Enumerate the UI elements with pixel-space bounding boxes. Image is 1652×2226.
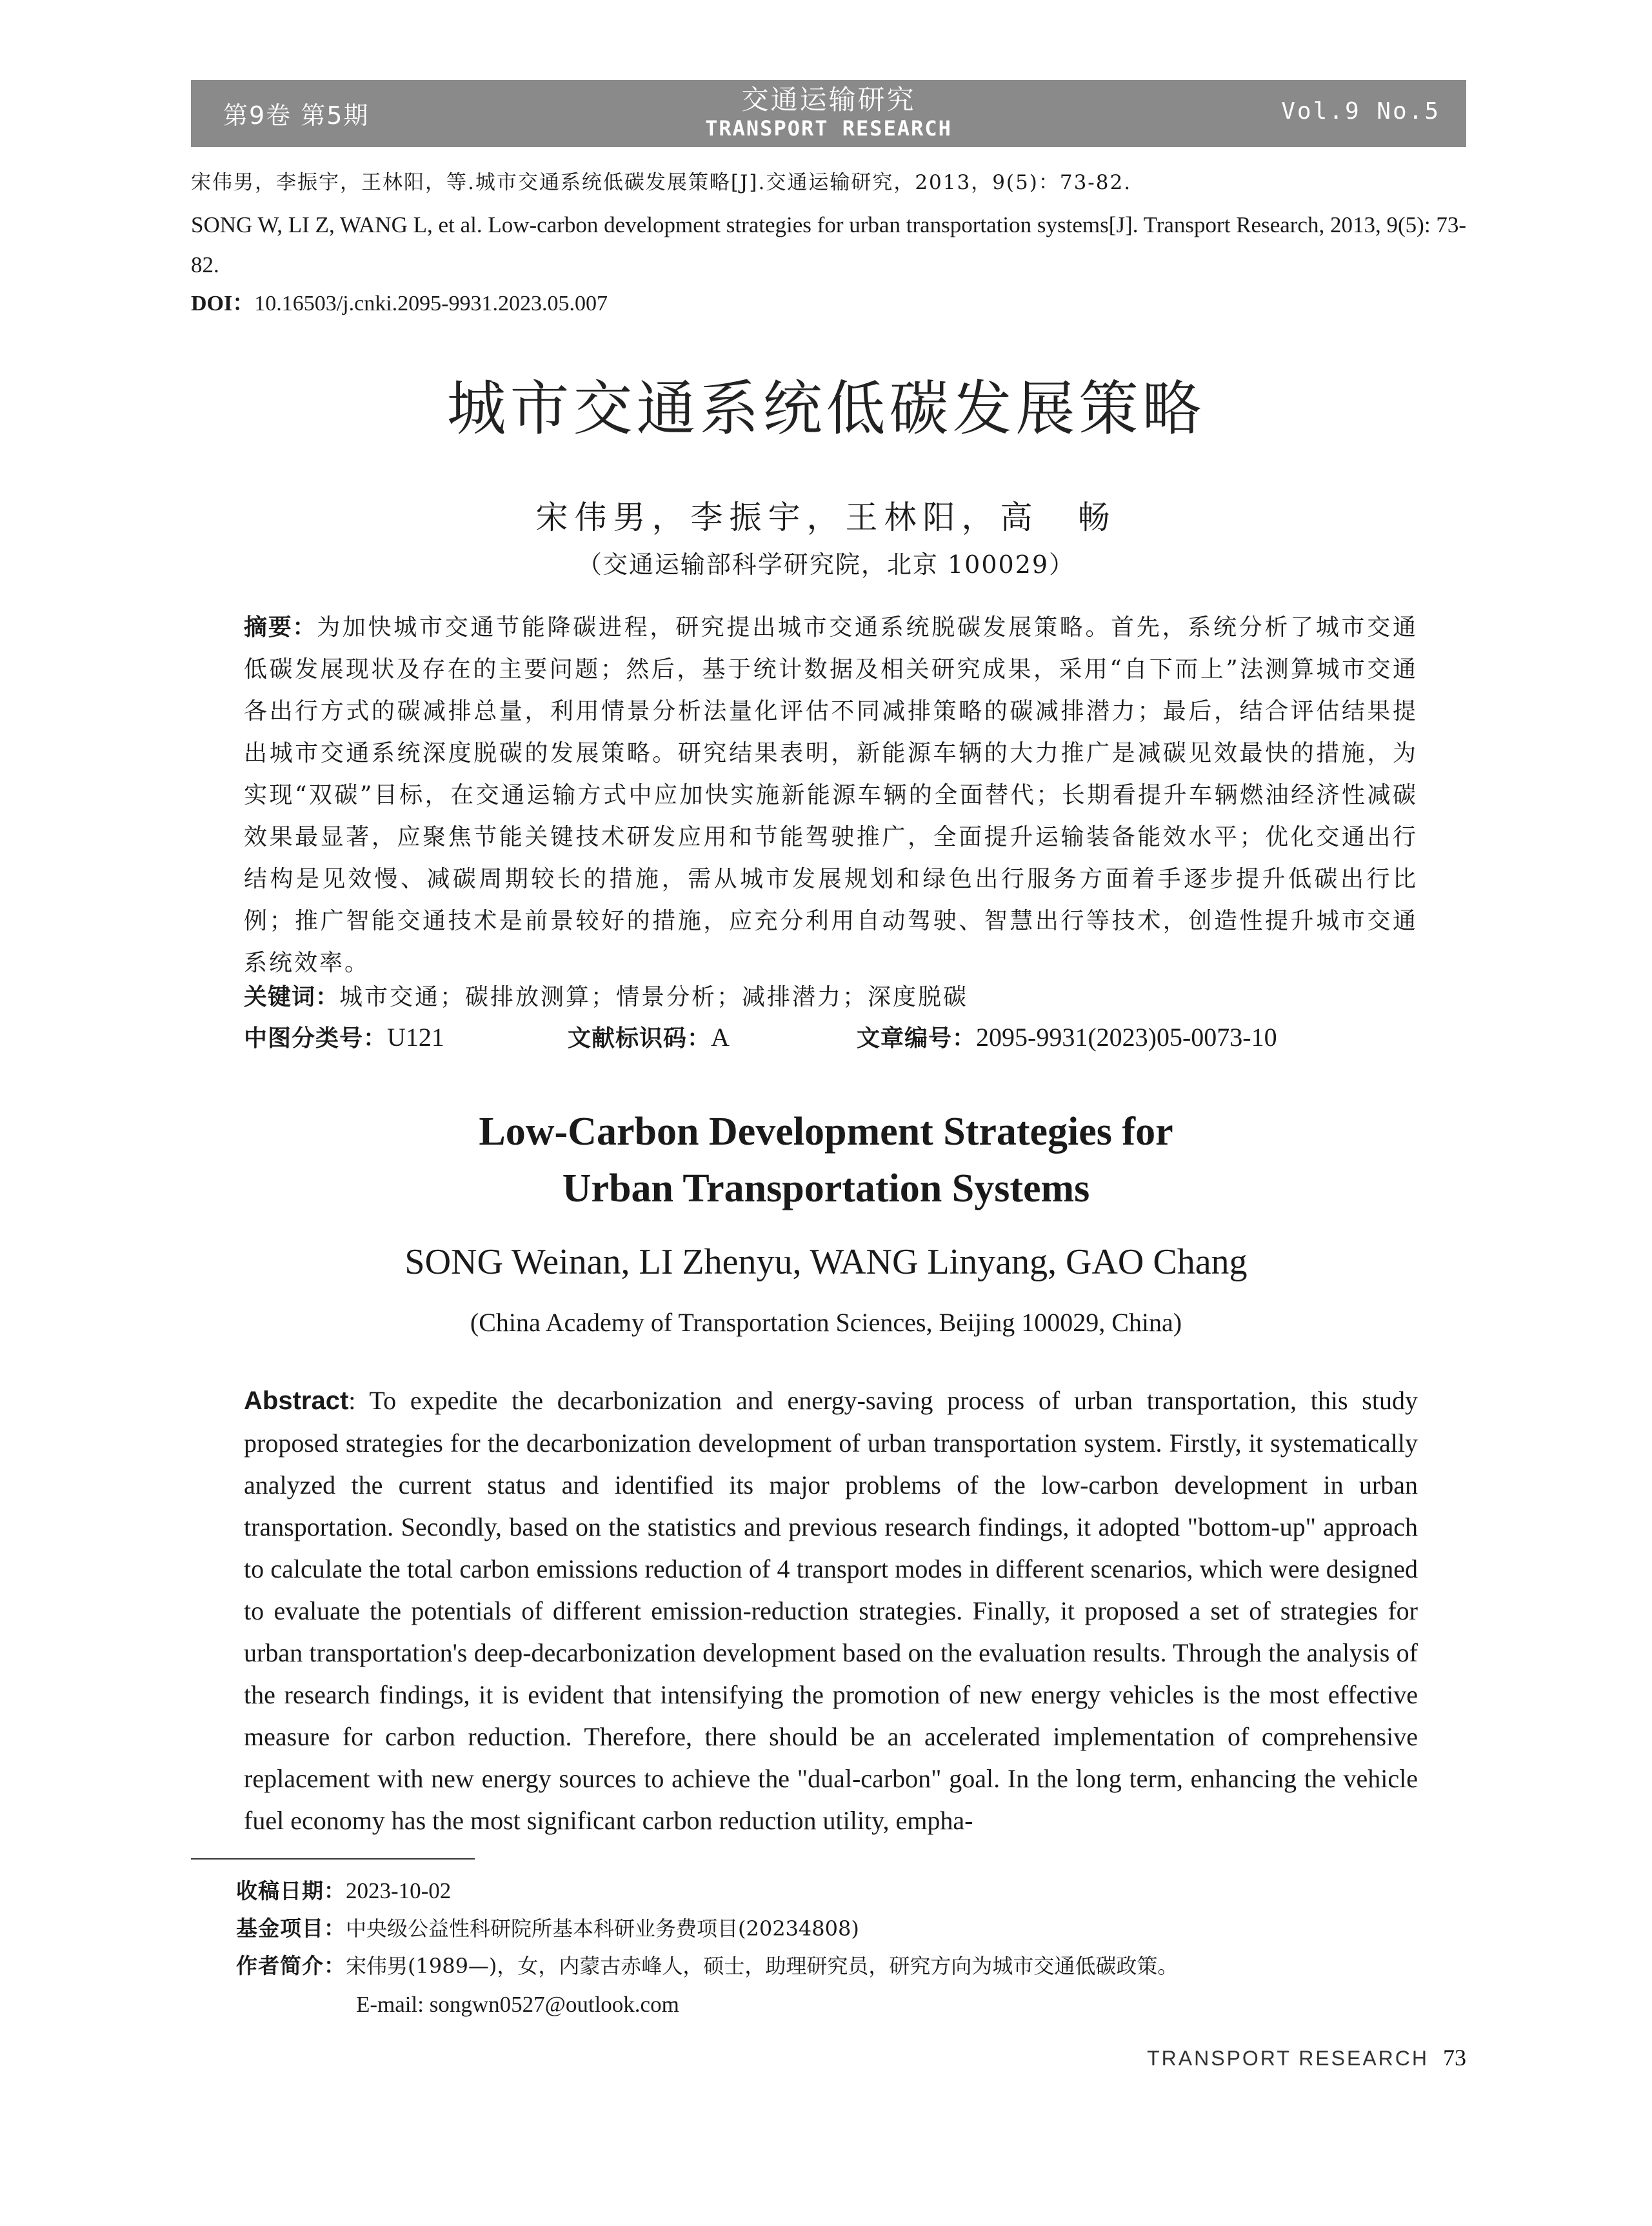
title-en-line1: Low-Carbon Development Strategies for [479, 1110, 1173, 1154]
page-title-cn: 城市交通系统低碳发展策略 [446, 374, 1206, 443]
keywords-cn-text: 城市交通；碳排放测算；情景分析；减排潜力；深度脱碳 [339, 984, 969, 1010]
footnote-author-bio [236, 1949, 1462, 1983]
journal-name [191, 84, 1466, 141]
clc-label: 中图分类号： [244, 1025, 388, 1052]
citation-en: SONG W, LI Z, WANG L, et al. Low-carbon development strategies for urban transportation systems[J]. Transport Research, 2013, 9(5): 73-82. [191, 212, 1466, 277]
affiliation-cn: （交通运输部科学研究院，北京 100029） [577, 550, 1075, 579]
bio-label: 作者简介： [236, 1953, 346, 1978]
title-en-line2: Urban Transportation Systems [562, 1167, 1090, 1210]
issue-en: Vol.9 No.5 [1281, 98, 1440, 125]
abstract-cn-label: 摘要： [244, 614, 317, 641]
footnote-fund [236, 1911, 1462, 1946]
affiliation-en: (China Academy of Transportation Sciences, Beijing 100029, China) [470, 1308, 1182, 1337]
footnote-divider [191, 1858, 475, 1860]
clc-code [244, 1018, 444, 1058]
fund-value: 中央级公益性科研院所基本科研业务费项目(20234808) [346, 1916, 859, 1941]
bio-value: 宋伟男(1989—)，女，内蒙古赤峰人，硕士，助理研究员，研究方向为城市交通低碳政策。 [346, 1954, 1179, 1978]
received-value: 2023-10-02 [346, 1878, 452, 1903]
doc-code [568, 1018, 730, 1058]
issue-cn: 第9卷 第5期 [223, 101, 370, 130]
footer-journal: TRANSPORT RESEARCH [1147, 2047, 1429, 2070]
fund-label: 基金项目： [236, 1916, 346, 1941]
art-label: 文章编号： [857, 1025, 977, 1052]
doi [191, 285, 608, 317]
page-number: 73 [1443, 2045, 1466, 2071]
doi-label: DOI： [191, 292, 255, 316]
email-link[interactable]: E-mail: songwn0527@outlook.com [356, 1992, 679, 2017]
abstract-cn [244, 607, 1418, 984]
art-value: 2095-9931(2023)05-0073-10 [976, 1023, 1277, 1052]
authors-en: SONG Weinan, LI Zhenyu, WANG Linyang, GAO Chang [404, 1242, 1248, 1282]
page-footer [1147, 2044, 1466, 2071]
citation-cn: 宋伟男，李振宇，王林阳，等.城市交通系统低碳发展策略[J].交通运输研究，2013，9(5)：73-82. [191, 171, 1132, 194]
clc-value: U121 [387, 1023, 444, 1052]
footnote-email [356, 1987, 1582, 2022]
doc-value: A [711, 1023, 730, 1052]
footnote-received [236, 1874, 1462, 1909]
doi-value[interactable]: 10.16503/j.cnki.2095-9931.2023.05.007 [254, 292, 608, 316]
abstract-en [244, 1379, 1418, 1841]
article-number [857, 1018, 1277, 1058]
received-label: 收稿日期： [236, 1878, 346, 1903]
running-header [191, 80, 1466, 147]
authors-cn: 宋伟男，李振宇，王林阳，高 畅 [535, 499, 1117, 536]
abstract-en-text: : To expedite the decarbonization and energy-saving process of urban transportation, this study proposed strategies for the decarbonization development of urban transportation system. Firstly, it systematically analyzed the current status and identified its major problems of the low-carbon development in urban transportation. Secondly, based on the statistics and previous research findings, it adopted "bottom-up" approach to calculate the total carbon emissions reduction of 4 transport modes in different scenarios, which were designed to evaluate the potentials of different emission-reduction strategies. Finally, it proposed a set of strategies for urban transportation's deep-decarbonization development based on the evaluation results. Through the analysis of the research findings, it is evident that intensifying the promotion of new energy vehicles is the most effective measure for carbon reduction. Therefore, there should be an accelerated implementation of comprehensive replacement with new energy sources to achieve the "dual-carbon" goal. In the long term, enhancing the vehicle fuel economy has the most significant carbon reduction utility, empha- [244, 1386, 1418, 1835]
journal-name-cn: 交通运输研究 [741, 84, 916, 115]
journal-name-en: TRANSPORT RESEARCH [705, 116, 952, 141]
keywords-cn-label: 关键词： [244, 984, 340, 1010]
doc-label: 文献标识码： [568, 1025, 712, 1052]
abstract-cn-text: 为加快城市交通节能降碳进程，研究提出城市交通系统脱碳发展策略。首先，系统分析了城市交通低碳发展现状及存在的主要问题；然后，基于统计数据及相关研究成果，采用“自下而上”法测算城市交通各出行方式的碳减排总量，利用情景分析法量化评估不同减排策略的碳减排潜力；最后，结合评估结果提出城市交通系统深度脱碳的发展策略。研究结果表明，新能源车辆的大力推广是减碳见效最快的措施，为实现“双碳”目标，在交通运输方式中应加快实施新能源车辆的全面替代；长期看提升车辆燃油经济性减碳效果最显著，应聚焦节能关键技术研发应用和节能驾驶推广，全面提升运输装备能效水平；优化交通出行结构是见效慢、减碳周期较长的措施，需从城市发展规划和绿色出行服务方面着手逐步提升低碳出行比例；推广智能交通技术是前景较好的措施，应充分利用自动驾驶、智慧出行等技术，创造性提升城市交通系统效率。 [244, 614, 1418, 976]
keywords-cn [244, 978, 1418, 1017]
page-title-en [0, 1103, 1652, 1217]
abstract-en-label: Abstract [244, 1387, 349, 1415]
